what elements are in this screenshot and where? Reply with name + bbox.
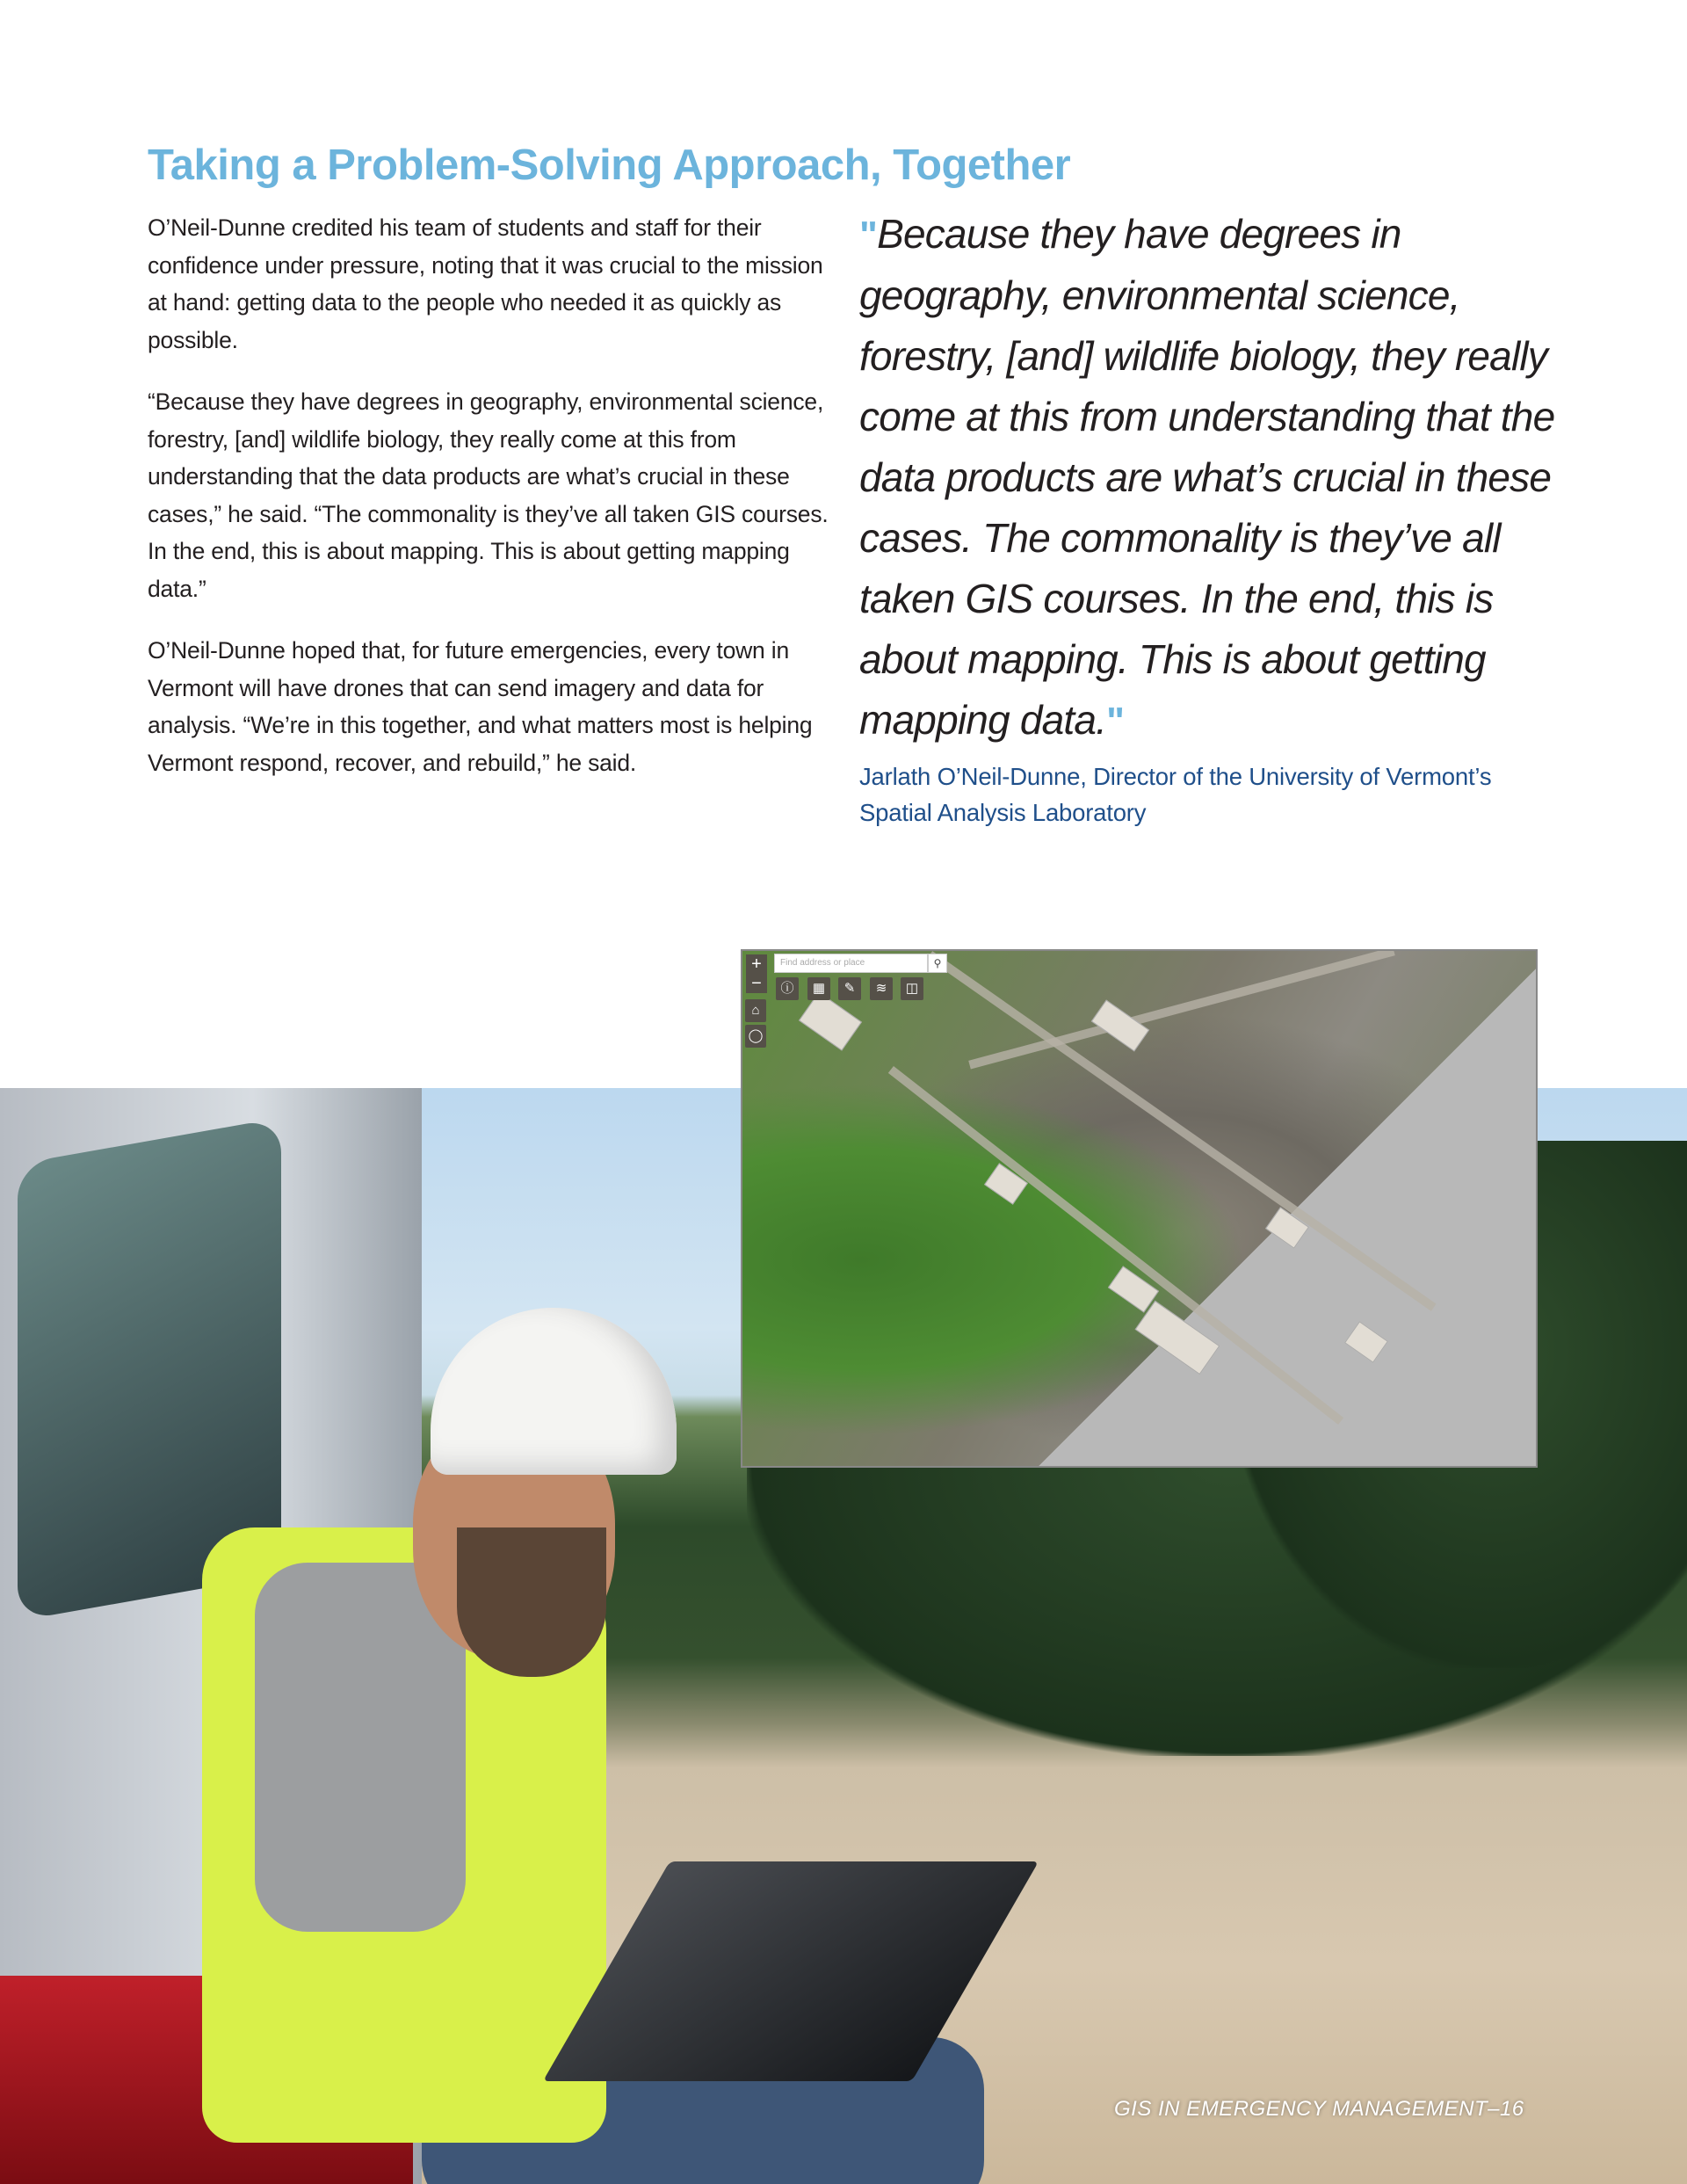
search-icon[interactable]: ⚲ (928, 954, 947, 973)
section-heading: Taking a Problem-Solving Approach, Together (148, 141, 1071, 189)
zoom-in-button[interactable]: + (751, 954, 762, 974)
pull-quote-text: Because they have degrees in geography, environmental science, forestry, [and] wildlife biology, they really come at this from understanding that the data products are what’s crucial in these cases. The commonality is they’ve all taken GIS courses. In the end, this is about mapping. This is about getting mapping data. (859, 211, 1555, 743)
pull-quote (859, 204, 1562, 751)
locate-icon[interactable]: ◯ (745, 1025, 766, 1048)
hard-hat (431, 1308, 677, 1475)
paragraph: O’Neil-Dunne hoped that, for future emergencies, every town in Vermont will have drones that can send imagery and data for analysis. “We’re in this together, and what matters most is helping Vermont respond, recover, and rebuild,” he said. (148, 637, 813, 776)
home-icon[interactable]: ⌂ (745, 999, 766, 1022)
swipe-icon[interactable]: ◫ (901, 977, 923, 1000)
basemap-gallery-icon[interactable]: ▦ (807, 977, 830, 1000)
zoom-out-button[interactable]: − (751, 974, 762, 993)
drone-imagery-map[interactable] (741, 949, 1538, 1468)
quote-attribution: Jarlath O’Neil-Dunne, Director of the University of Vermont’s Spatial Analysis Laboratory (859, 763, 1492, 826)
person-beard (457, 1527, 606, 1677)
pull-quote-column (859, 204, 1562, 831)
paragraph: O’Neil-Dunne credited his team of students and staff for their confidence under pressure, noting that it was crucial to the mission at hand: getting data to the people who needed it as quickly as possible. (148, 214, 823, 353)
close-quote-mark: " (1106, 700, 1125, 743)
measure-icon[interactable]: ✎ (838, 977, 861, 1000)
body-text (148, 209, 833, 806)
page-footer: GIS IN EMERGENCY MANAGEMENT–16 (1114, 2097, 1524, 2121)
open-quote-mark: " (859, 214, 878, 257)
info-icon[interactable]: ⓘ (776, 977, 799, 1000)
map-search-input[interactable]: Find address or place (774, 954, 928, 973)
paragraph: “Because they have degrees in geography, environmental science, forestry, [and] wildlife biology, they really come at this from understanding that the data products are what’s crucial in these cases,” he said. “The commonality is they’ve all taken GIS courses. In the end, this is about mapping. This is about getting mapping data.” (148, 388, 829, 602)
zoom-controls[interactable] (746, 954, 767, 993)
layers-icon[interactable]: ≋ (870, 977, 893, 1000)
